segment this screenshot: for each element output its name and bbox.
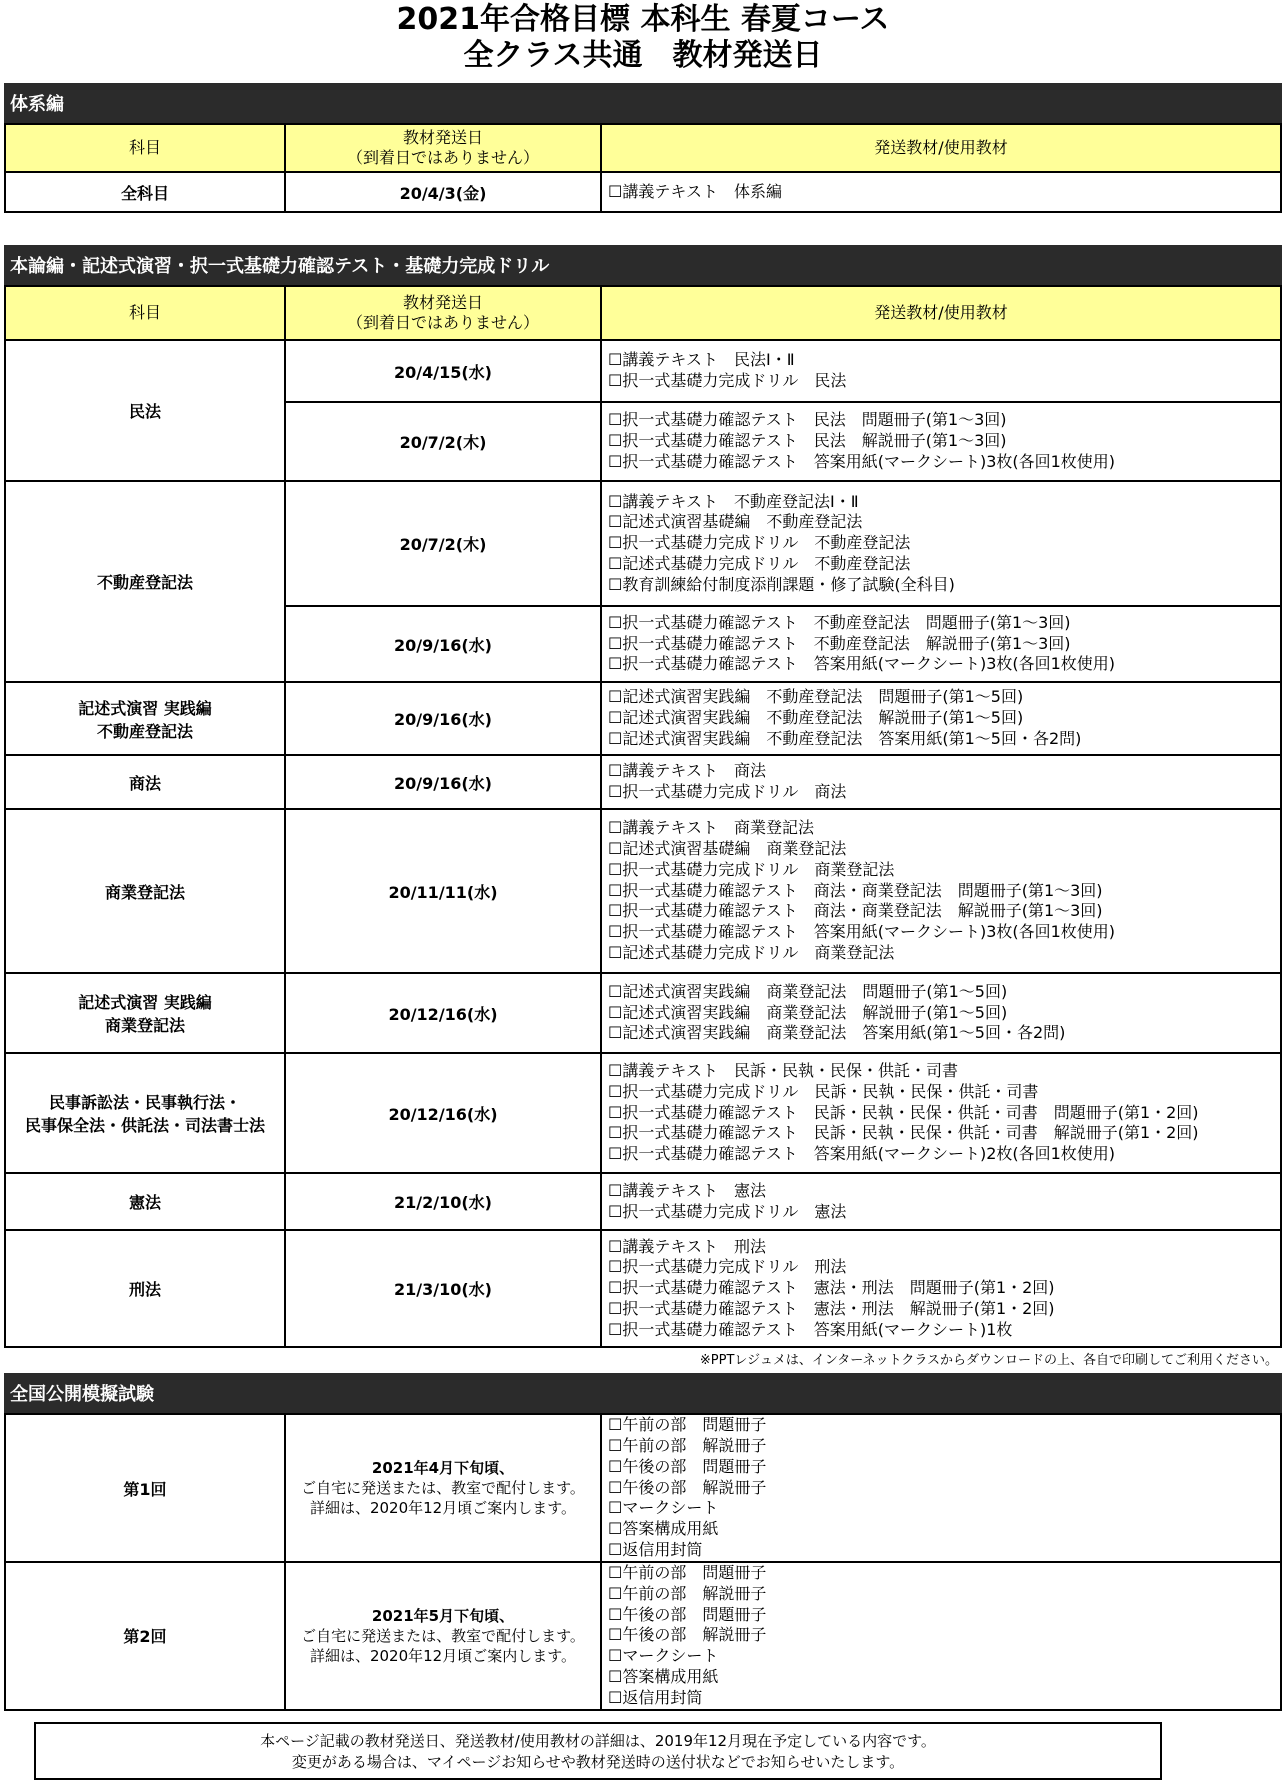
- material-item: ☐答案構成用紙: [608, 1519, 719, 1539]
- material-item: ☐択一式基礎力完成ドリル 刑法: [608, 1257, 847, 1277]
- col-header-subject: 科目: [5, 124, 285, 172]
- date-cell: 20/7/2(木): [285, 402, 601, 481]
- subject-cell: 憲法: [5, 1173, 285, 1230]
- material-item: ☐択一式基礎力確認テスト 商法・商業登記法 解説冊子(第1～3回): [608, 901, 1103, 921]
- subject-line: 民事保全法・供託法・司法書士法: [24, 1116, 265, 1135]
- material-item: ☐講義テキスト 民法Ⅰ・Ⅱ: [608, 350, 795, 370]
- col-header-date-line2: （到着日ではありません）: [346, 148, 539, 167]
- subject-cell: 商業登記法: [5, 809, 285, 973]
- table-row: [5, 755, 1281, 809]
- materials-cell: [601, 606, 1281, 682]
- material-item: ☐記述式演習実践編 商業登記法 解説冊子(第1～5回): [608, 1002, 1008, 1022]
- section-taikei: [4, 83, 1282, 213]
- materials-cell: [601, 1230, 1281, 1347]
- material-item: ☐択一式基礎力完成ドリル 民訴・民執・民保・供託・司書: [608, 1081, 1039, 1101]
- schedule-table: [4, 123, 1282, 213]
- table-row: [5, 1053, 1281, 1173]
- ppt-note: ※PPTレジュメは、インターネットクラスからダウンロードの上、各自で印刷してご利用ください。: [699, 1353, 1278, 1368]
- material-item: ☐午前の部 解説冊子: [608, 1583, 767, 1603]
- material-item: ☐午前の部 問題冊子: [608, 1563, 767, 1582]
- col-header-date: [285, 124, 601, 172]
- date-cell: [285, 1414, 601, 1562]
- material-item: ☐返信用封筒: [608, 1687, 703, 1707]
- material-item: ☐答案構成用紙: [608, 1666, 719, 1686]
- material-item: ☐講義テキスト 憲法: [608, 1180, 767, 1200]
- material-item: ☐マークシート: [608, 1646, 719, 1666]
- subject-line: 記述式演習 実践編: [78, 698, 212, 718]
- schedule-table: [4, 285, 1282, 1348]
- date-cell: 21/2/10(水): [285, 1173, 601, 1230]
- date-cell: 20/9/16(水): [285, 755, 601, 809]
- subject-cell: [5, 973, 285, 1053]
- materials-cell: [601, 481, 1281, 606]
- date-line: 2021年4月下旬頃、: [371, 1459, 515, 1477]
- table-row: [5, 172, 1281, 212]
- materials-cell: [601, 172, 1281, 212]
- material-item: ☐記述式演習基礎編 不動産登記法: [608, 512, 863, 532]
- materials-cell: [601, 809, 1281, 973]
- date-line: ご自宅に発送または、教室で配付します。: [301, 1479, 585, 1497]
- section-heading: 本論編・記述式演習・択一式基礎力確認テスト・基礎力完成ドリル: [4, 245, 1282, 285]
- table-row: [5, 1230, 1281, 1347]
- material-item: ☐講義テキスト 不動産登記法Ⅰ・Ⅱ: [608, 491, 859, 511]
- col-header-subject: 科目: [5, 286, 285, 340]
- material-item: ☐午後の部 解説冊子: [608, 1625, 767, 1645]
- material-item: ☐記述式演習実践編 不動産登記法 問題冊子(第1～5回): [608, 687, 1024, 707]
- col-header-date-line1: 教材発送日: [402, 128, 483, 147]
- material-item: ☐午前の部 問題冊子: [608, 1415, 767, 1435]
- material-item: ☐講義テキスト 商法: [608, 761, 767, 781]
- subject-line: 記述式演習 実践編: [78, 993, 212, 1012]
- material-item: ☐記述式基礎力完成ドリル 商業登記法: [608, 942, 895, 962]
- material-item: ☐択一式基礎力確認テスト 答案用紙(マークシート)3枚(各回1枚使用): [608, 654, 1116, 674]
- material-item: ☐記述式基礎力完成ドリル 不動産登記法: [608, 553, 911, 573]
- section-honron: [4, 245, 1282, 1348]
- materials-cell: [601, 340, 1281, 402]
- table-row: [5, 1562, 1281, 1710]
- section-moshi: [4, 1373, 1282, 1711]
- material-item: ☐記述式演習実践編 不動産登記法 答案用紙(第1～5回・各2問): [608, 728, 1082, 748]
- materials-cell: [601, 755, 1281, 809]
- table-row: [5, 973, 1281, 1053]
- material-item: ☐択一式基礎力確認テスト 不動産登記法 解説冊子(第1～3回): [608, 633, 1071, 653]
- date-cell: 20/12/16(水): [285, 973, 601, 1053]
- materials-cell: [601, 1173, 1281, 1230]
- material-item: ☐択一式基礎力確認テスト 憲法・刑法 解説冊子(第1・2回): [608, 1298, 1055, 1318]
- date-line: ご自宅に発送または、教室で配付します。: [301, 1626, 585, 1645]
- col-header-date-line2: （到着日ではありません）: [346, 313, 539, 332]
- page-subtitle: 全クラス共通 教材発送日: [463, 38, 823, 73]
- date-cell: 21/3/10(水): [285, 1230, 601, 1347]
- footer-line: 変更がある場合は、マイページお知らせや教材発送時の送付状などでお知らせいたします。: [291, 1753, 905, 1771]
- material-item: ☐午後の部 解説冊子: [608, 1477, 767, 1497]
- table-row: [5, 1414, 1281, 1562]
- date-cell: [285, 1562, 601, 1710]
- material-item: ☐記述式演習実践編 不動産登記法 解説冊子(第1～5回): [608, 708, 1024, 728]
- subject-cell: 第2回: [5, 1562, 285, 1710]
- material-item: ☐択一式基礎力確認テスト 答案用紙(マークシート)3枚(各回1枚使用): [608, 922, 1116, 942]
- materials-cell: [601, 973, 1281, 1053]
- material-item: ☐記述式演習基礎編 商業登記法: [608, 839, 847, 858]
- subject-cell: 全科目: [5, 172, 285, 212]
- header-row: [5, 124, 1281, 172]
- date-cell: 20/4/15(水): [285, 340, 601, 402]
- date-cell: 20/7/2(木): [285, 481, 601, 606]
- footer-line: 本ページ記載の教材発送日、発送教材/使用教材の詳細は、2019年12月現在予定している内容です。: [260, 1732, 936, 1750]
- subject-cell: 商法: [5, 755, 285, 809]
- subject-cell: [5, 682, 285, 755]
- schedule-table: [4, 1413, 1282, 1711]
- col-header-date: [285, 286, 601, 340]
- date-line: 詳細は、2020年12月頃ご案内します。: [309, 1499, 577, 1517]
- material-item: ☐教育訓練給付制度添削課題・修了試験(全科目): [608, 574, 955, 594]
- materials-cell: [601, 682, 1281, 755]
- section-heading: 体系編: [4, 83, 1282, 123]
- material-item: ☐択一式基礎力確認テスト 答案用紙(マークシート)1枚: [608, 1319, 1013, 1339]
- material-item: ☐択一式基礎力完成ドリル 商業登記法: [608, 859, 895, 879]
- material-item: ☐択一式基礎力確認テスト 答案用紙(マークシート)2枚(各回1枚使用): [608, 1144, 1116, 1164]
- subject-line: 商業登記法: [104, 1016, 185, 1035]
- table-row: [5, 1173, 1281, 1230]
- material-item: ☐択一式基礎力確認テスト 不動産登記法 問題冊子(第1～3回): [608, 612, 1071, 632]
- material-item: ☐択一式基礎力確認テスト 民法 問題冊子(第1～3回): [608, 410, 1007, 430]
- col-header-date-line1: 教材発送日: [402, 293, 483, 312]
- table-row: [5, 682, 1281, 755]
- material-item: ☐択一式基礎力完成ドリル 憲法: [608, 1201, 847, 1221]
- material-item: ☐講義テキスト 民訴・民執・民保・供託・司書: [608, 1061, 959, 1080]
- material-item: ☐択一式基礎力完成ドリル 不動産登記法: [608, 533, 911, 553]
- subject-line: 不動産登記法: [96, 721, 193, 741]
- material-item: ☐午後の部 問題冊子: [608, 1604, 767, 1624]
- subject-cell: [5, 1053, 285, 1173]
- page-title: 2021年合格目標 本科生 春夏コース: [396, 2, 890, 37]
- section-heading: 全国公開模擬試験: [4, 1373, 1282, 1413]
- material-item: ☐択一式基礎力完成ドリル 民法: [608, 371, 847, 390]
- material-item: ☐択一式基礎力確認テスト 民法 解説冊子(第1～3回): [608, 431, 1007, 451]
- material-item: ☐講義テキスト 商業登記法: [608, 818, 815, 838]
- date-cell: 20/9/16(水): [285, 682, 601, 755]
- table-row: [5, 481, 1281, 606]
- material-item: ☐択一式基礎力完成ドリル 商法: [608, 782, 847, 801]
- date-cell: 20/11/11(水): [285, 809, 601, 973]
- material-item: ☐午前の部 解説冊子: [608, 1436, 767, 1455]
- material-item: ☐択一式基礎力確認テスト 民訴・民執・民保・供託・司書 解説冊子(第1・2回): [608, 1123, 1199, 1143]
- material-item: ☐返信用封筒: [608, 1539, 703, 1559]
- subject-cell: 不動産登記法: [5, 481, 285, 682]
- materials-cell: [601, 1562, 1281, 1710]
- table-row: [5, 340, 1281, 402]
- col-header-materials: 発送教材/使用教材: [601, 124, 1281, 172]
- date-line: 詳細は、2020年12月頃ご案内します。: [309, 1646, 577, 1665]
- subject-cell: 第1回: [5, 1414, 285, 1562]
- material-item: ☐択一式基礎力確認テスト 答案用紙(マークシート)3枚(各回1枚使用): [608, 451, 1116, 471]
- material-item: ☐択一式基礎力確認テスト 憲法・刑法 問題冊子(第1・2回): [608, 1278, 1055, 1298]
- date-cell: 20/12/16(水): [285, 1053, 601, 1173]
- material-item: ☐記述式演習実践編 商業登記法 答案用紙(第1～5回・各2問): [608, 1023, 1066, 1043]
- material-item: ☐マークシート: [608, 1498, 719, 1518]
- materials-cell: [601, 1053, 1281, 1173]
- table-row: [5, 809, 1281, 973]
- date-cell: 20/4/3(金): [285, 172, 601, 212]
- material-item: ☐記述式演習実践編 商業登記法 問題冊子(第1～5回): [608, 981, 1008, 1001]
- material-item: ☐講義テキスト 刑法: [608, 1236, 767, 1256]
- col-header-materials: 発送教材/使用教材: [601, 286, 1281, 340]
- material-item: ☐講義テキスト 体系編: [608, 181, 783, 201]
- subject-line: 民事訴訟法・民事執行法・: [48, 1093, 241, 1112]
- materials-cell: [601, 1414, 1281, 1562]
- date-line: 2021年5月下旬頃、: [371, 1606, 515, 1625]
- material-item: ☐択一式基礎力確認テスト 民訴・民執・民保・供託・司書 問題冊子(第1・2回): [608, 1102, 1199, 1122]
- materials-cell: [601, 402, 1281, 481]
- footer-notice: [34, 1722, 1162, 1780]
- material-item: ☐午後の部 問題冊子: [608, 1456, 767, 1476]
- subject-cell: 刑法: [5, 1230, 285, 1347]
- subject-cell: 民法: [5, 340, 285, 481]
- date-cell: 20/9/16(水): [285, 606, 601, 682]
- material-item: ☐択一式基礎力確認テスト 商法・商業登記法 問題冊子(第1～3回): [608, 880, 1103, 900]
- header-row: [5, 286, 1281, 340]
